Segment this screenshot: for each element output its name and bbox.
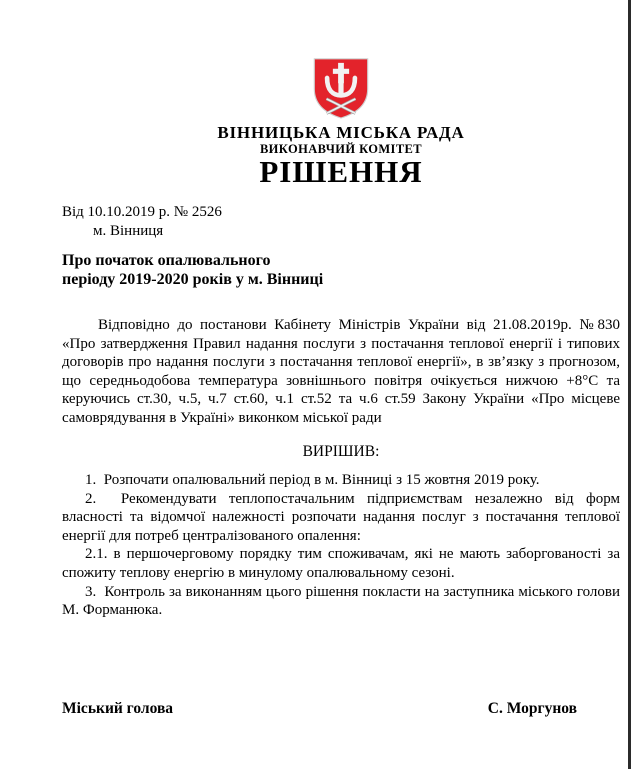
resolution-item-1: 1. Розпочати опалювальний період в м. Вінниці з 15 жовтня 2019 року. (85, 472, 540, 488)
signature-title: Міський голова (62, 700, 174, 717)
subject-line-1: Про початок опалювального (62, 252, 271, 269)
org-name: ВІННИЦЬКА МІСЬКА РАДА (217, 123, 465, 142)
resolution-item-3: 3. Контроль за виконанням цього рішення покласти на заступника міського голови М. Форманюка. (62, 583, 620, 619)
date-number-line: Від 10.10.2019 р. № 2526 (62, 204, 222, 220)
resolution-heading: ВИРІШИВ: (302, 443, 380, 460)
subject-line-2: періоду 2019-2020 років у м. Вінниці (62, 271, 324, 288)
resolution-item-2: 2. Рекомендувати теплопостачальним підприємствам незалежно від форм власності та відомчої належності розпочати надання послуг з постачання теплової енергії для потреб централізованого опалення: (62, 490, 620, 544)
preamble-paragraph: Відповідно до постанови Кабінету Міністрів України від 21.08.2019р. №830 «Про затвердження Правил надання послуги з постачання теплової енергії і типових договорів про надання послуги з постачання теплової енергії», в зв’язку з прогнозом, що середньодобова температура зовнішнього повітря очікується нижчою +8°С та керуючись ст.30, ч.5, ч.7 ст.60, ч.1 ст.52 та ч.6 ст.59 Закону України «Про місцеве самоврядування в Україні» виконком міської ради (62, 317, 620, 426)
org-subdivision: ВИКОНАВЧИЙ КОМІТЕТ (259, 142, 423, 156)
signature-name: С. Моргунов (487, 700, 577, 717)
page-right-border (628, 0, 631, 769)
city-line: м. Вінниця (93, 223, 164, 239)
resolution-item-2-1: 2.1. в першочерговому порядку тим споживачам, які не мають заборгованості за спожиту теплову енергію в минулому опалювальному сезоні. (62, 546, 620, 581)
document-type-title: РІШЕННЯ (259, 154, 423, 189)
vinnytsia-coat-of-arms-icon (312, 57, 370, 121)
resolution-items (62, 471, 620, 620)
